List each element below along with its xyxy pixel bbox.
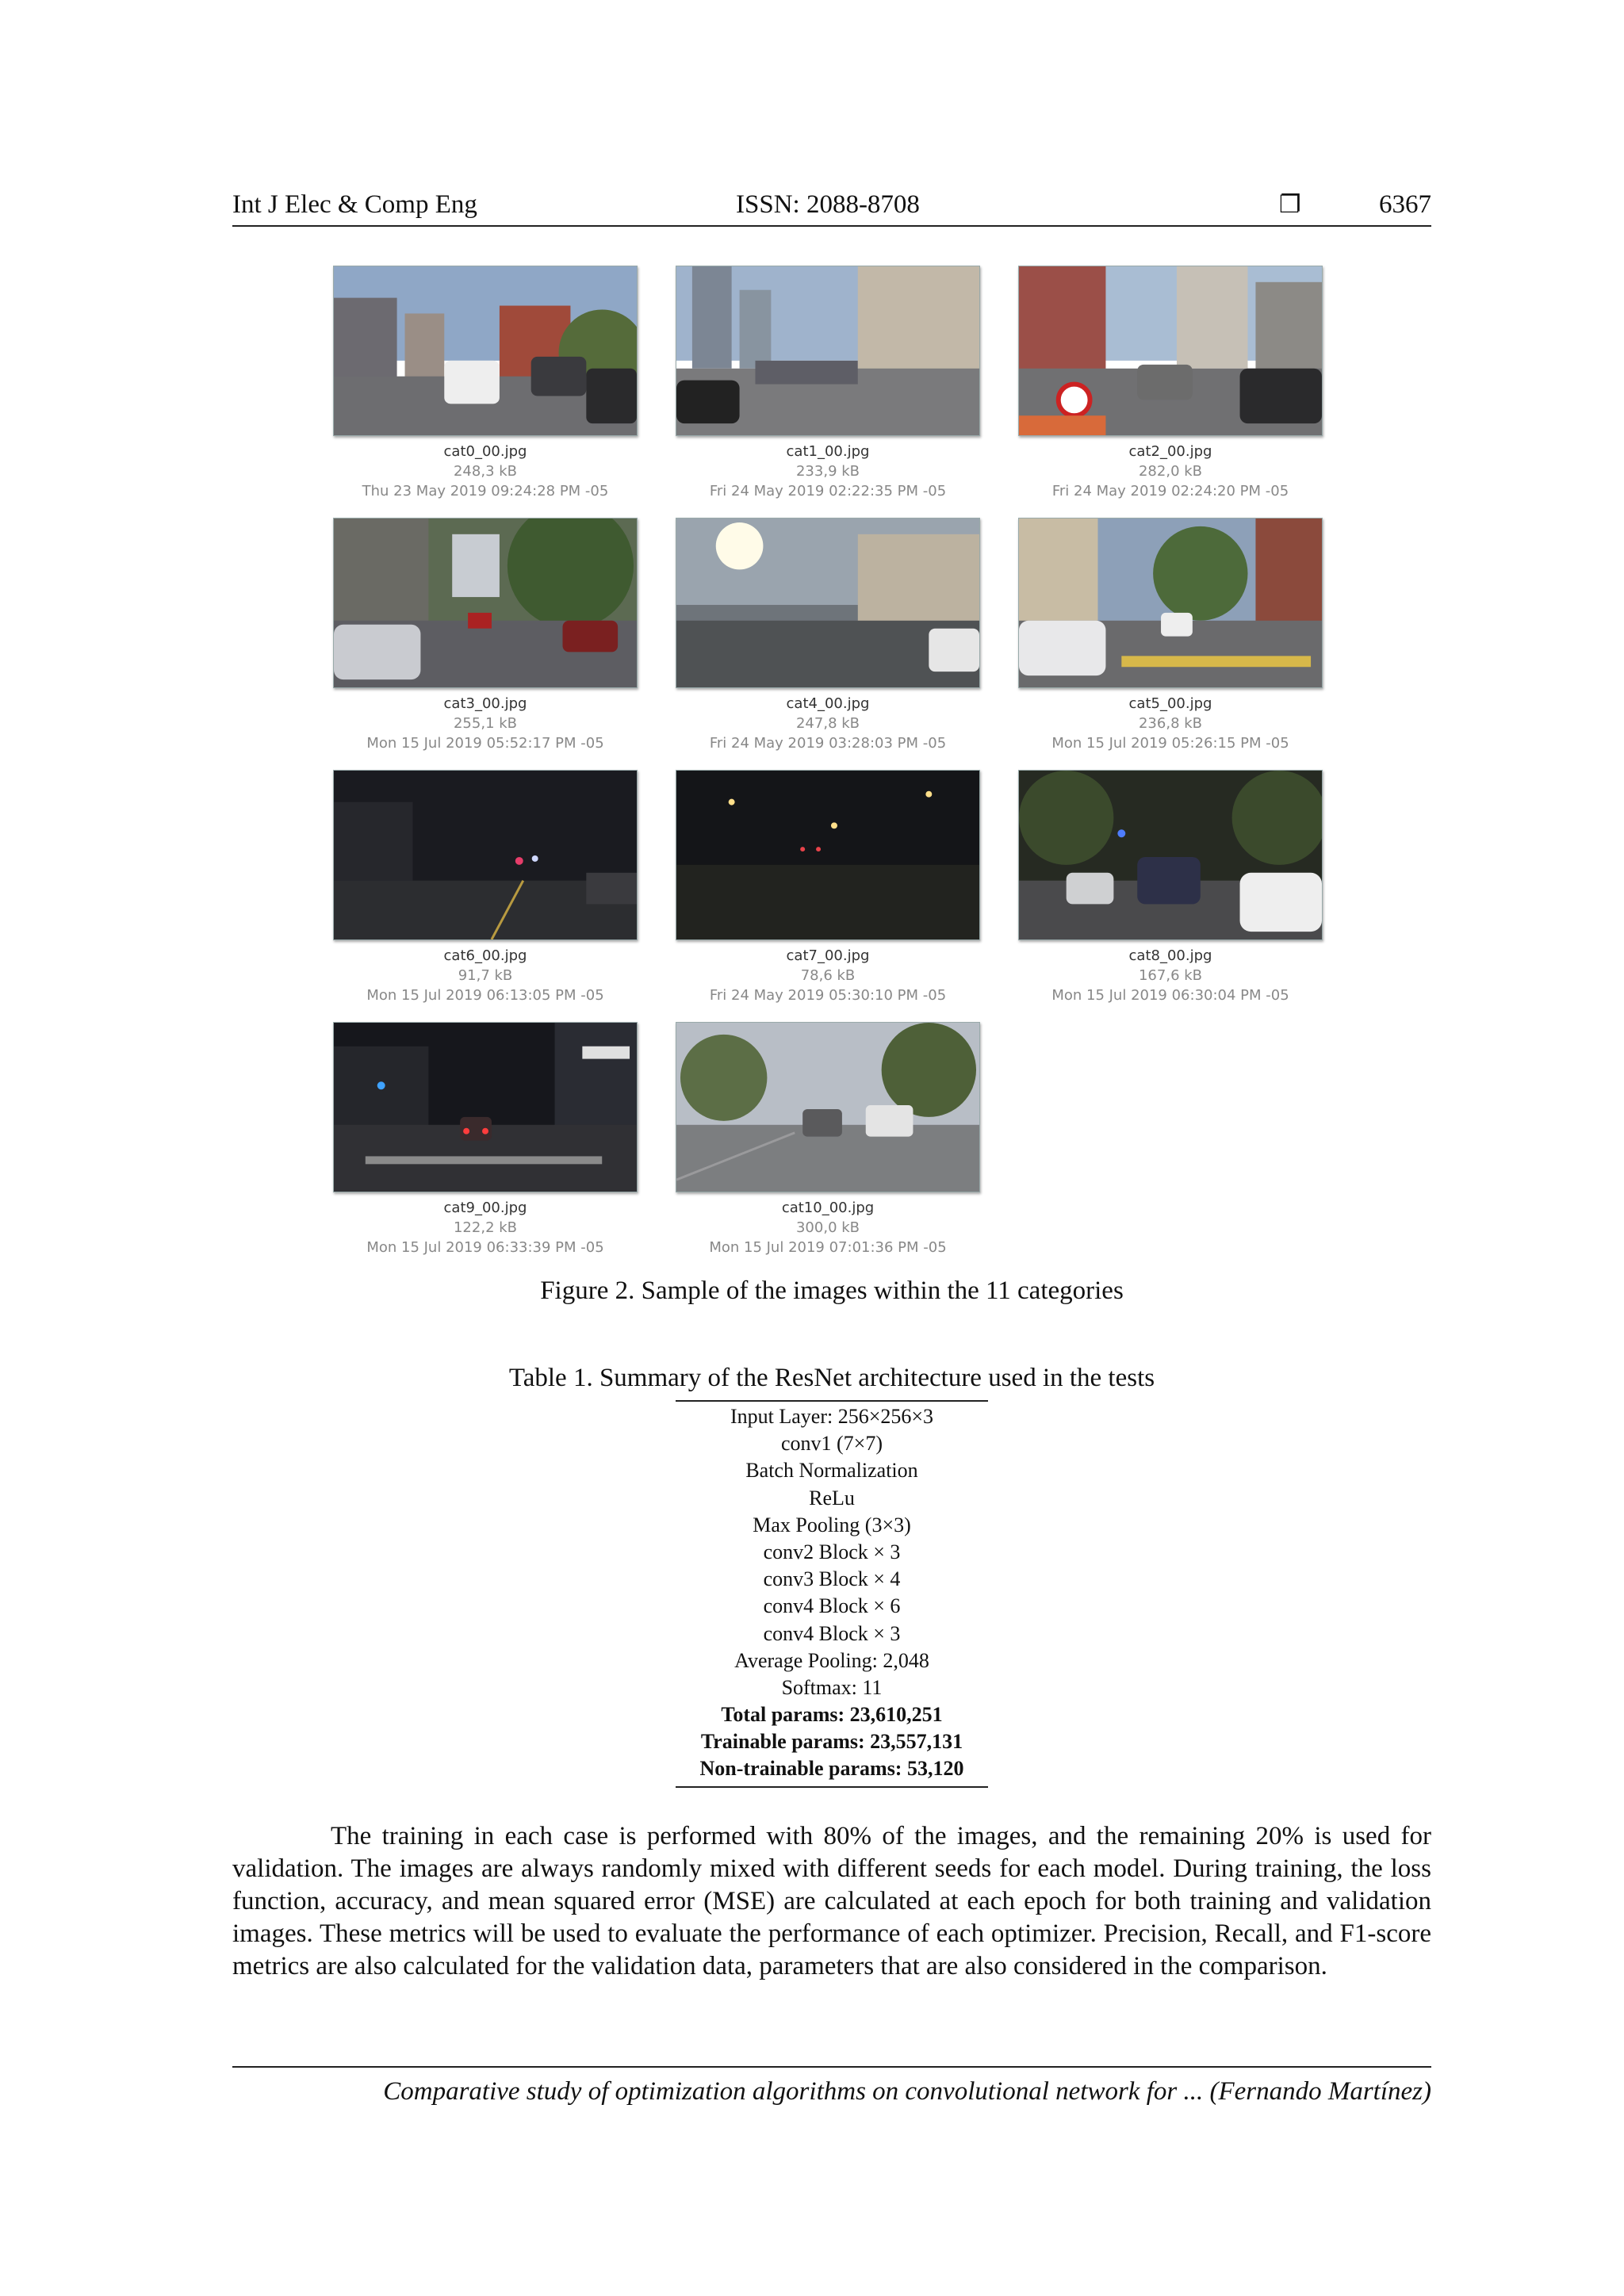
issn: ISSN: 2088-8708 [736,190,920,219]
table-row: conv4 Block × 3 [763,1621,901,1645]
street-photo-thumbnail [333,518,638,688]
table-row: Batch Normalization [745,1459,918,1483]
file-date: Mon 15 Jul 2019 06:30:04 PM -05 [1051,987,1289,1004]
table-row: conv1 (7×7) [780,1432,883,1456]
file-info [301,442,669,501]
file-date: Fri 24 May 2019 02:24:20 PM -05 [1051,483,1289,499]
body-text [232,1820,1431,1983]
file-name: cat3_00.jpg [443,695,527,712]
file-size: 236,8 kB [1138,715,1203,732]
file-date: Mon 15 Jul 2019 06:33:39 PM -05 [366,1239,604,1256]
file-size: 91,7 kB [458,967,513,984]
image-tile [1018,770,1323,1008]
table-row: conv2 Block × 3 [763,1540,901,1563]
running-footer [232,2066,1431,2107]
file-info [644,694,1012,753]
table-row: Softmax: 11 [781,1675,883,1699]
file-info [301,946,669,1005]
file-info [644,946,1012,1005]
file-date: Mon 15 Jul 2019 05:52:17 PM -05 [366,735,604,752]
file-date: Thu 23 May 2019 09:24:28 PM -05 [362,483,609,499]
paragraph: The training in each case is performed with 80% of the images, and the remaining 20% is used for validation. The images are always randomly mixed with different seeds for each model. During training, the loss function, accuracy, and mean squared error (MSE) are calculated at each epoch for both training and validation images. These metrics will be used to evaluate the performance of each optimizer. Precision, Recall, and F1-score metrics are also calculated for the validation data, parameters that are also considered in the comparison. [232,1822,1431,1980]
file-name: cat7_00.jpg [786,947,870,964]
file-info [301,1198,669,1257]
file-size: 78,6 kB [800,967,856,984]
image-tile [333,1022,638,1260]
table-row: conv4 Block × 6 [763,1594,901,1618]
table-row: Average Pooling: 2,048 [734,1648,929,1672]
image-tile [333,266,638,503]
image-tile [333,770,638,1008]
street-photo-thumbnail [333,266,638,436]
image-grid [333,266,1323,1257]
file-date: Fri 24 May 2019 03:28:03 PM -05 [709,735,947,752]
file-info [644,1198,1012,1257]
file-size: 248,3 kB [453,463,518,480]
file-size: 122,2 kB [453,1219,518,1236]
table-row: ReLu [809,1486,855,1510]
running-header [232,190,1431,227]
file-name: cat1_00.jpg [786,443,870,460]
table-row-trainable-params: Trainable params: 23,557,131 [700,1730,963,1754]
file-name: cat5_00.jpg [1128,695,1212,712]
file-size: 300,0 kB [795,1219,860,1236]
file-name: cat6_00.jpg [443,947,527,964]
figure-caption: Figure 2. Sample of the images within the 11 categories [540,1276,1124,1305]
image-tile [333,518,638,756]
image-tile [1018,266,1323,503]
image-tile [676,518,980,756]
image-tile [676,266,980,503]
file-size: 233,9 kB [795,463,860,480]
file-name: cat10_00.jpg [781,1200,875,1216]
street-photo-thumbnail [1018,518,1323,688]
image-tile [1018,518,1323,756]
street-photo-thumbnail [676,518,980,688]
file-date: Mon 15 Jul 2019 07:01:36 PM -05 [709,1239,947,1256]
file-info [986,946,1354,1005]
table-row-non-trainable-params: Non-trainable params: 53,120 [699,1757,964,1781]
street-photo-thumbnail [333,1022,638,1192]
street-photo-thumbnail [676,266,980,436]
file-info [986,694,1354,753]
file-info [986,442,1354,501]
street-photo-thumbnail [1018,266,1323,436]
file-date: Mon 15 Jul 2019 06:13:05 PM -05 [366,987,604,1004]
file-name: cat2_00.jpg [1128,443,1212,460]
footer-text: Comparative study of optimization algorithms on convolutional network for ... (Fernando Martínez) [383,2077,1431,2106]
page-number: 6367 [1379,190,1431,219]
street-photo-thumbnail [676,1022,980,1192]
table-row: conv3 Block × 4 [763,1567,901,1591]
table-row-total-params: Total params: 23,610,251 [721,1703,943,1727]
image-tile [676,770,980,1008]
file-name: cat0_00.jpg [443,443,527,460]
table-row: Input Layer: 256×256×3 [730,1405,934,1428]
journal-name: Int J Elec & Comp Eng [232,190,477,219]
street-photo-thumbnail [1018,770,1323,940]
file-date: Fri 24 May 2019 05:30:10 PM -05 [709,987,947,1004]
street-photo-thumbnail [333,770,638,940]
file-size: 167,6 kB [1138,967,1203,984]
file-info [644,442,1012,501]
file-name: cat4_00.jpg [786,695,870,712]
file-name: cat9_00.jpg [443,1200,527,1216]
street-photo-thumbnail [676,770,980,940]
file-date: Fri 24 May 2019 02:22:35 PM -05 [709,483,947,499]
file-size: 247,8 kB [795,715,860,732]
file-date: Mon 15 Jul 2019 05:26:15 PM -05 [1051,735,1289,752]
box-icon: ❐ [1279,190,1301,219]
table-caption: Table 1. Summary of the ResNet architecture used in the tests [508,1364,1155,1392]
file-size: 282,0 kB [1138,463,1203,480]
file-info [301,694,669,753]
image-tile [676,1022,980,1260]
file-size: 255,1 kB [453,715,518,732]
table-row: Max Pooling (3×3) [753,1513,911,1536]
resnet-summary-table [676,1400,988,1788]
file-name: cat8_00.jpg [1128,947,1212,964]
